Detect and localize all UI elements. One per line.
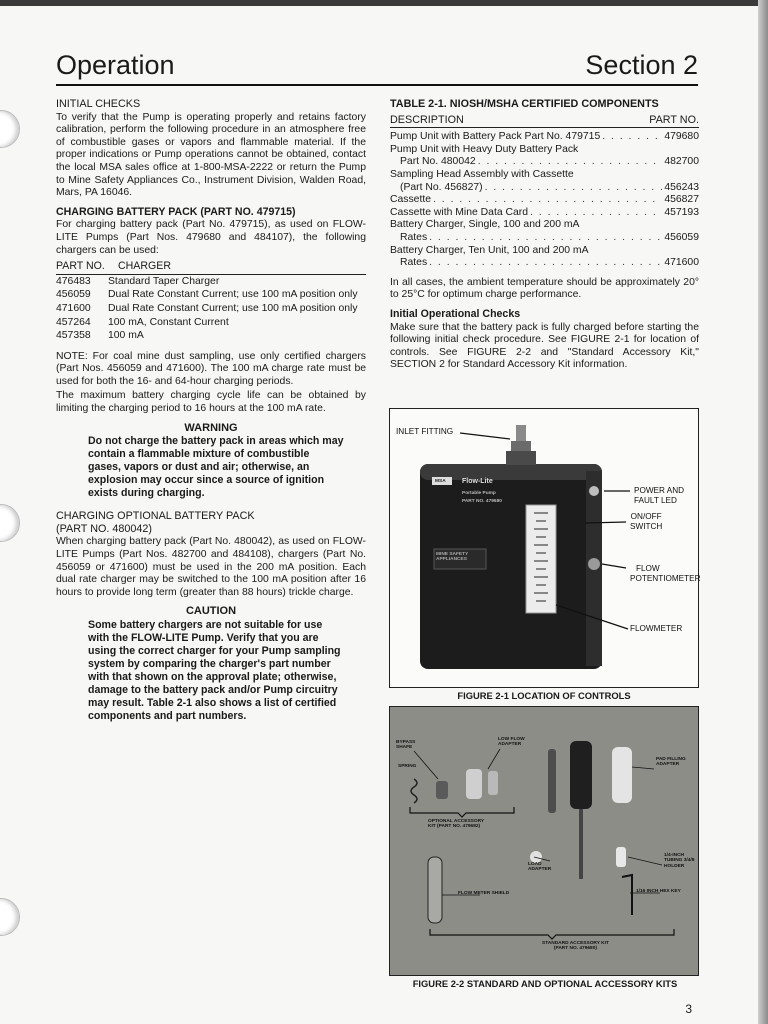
inlet-fitting (516, 425, 526, 443)
device-subtitle: Portable Pump (462, 491, 496, 496)
warning-body: Do not charge the battery pack in areas which may contain a flammable mixture of combustible gases, vapors or dust and air; otherwise, an explosion may occur since a source of ignition exists during charging. (88, 435, 344, 500)
component-part: 482700 (664, 156, 699, 168)
component-description-cont: Rates (400, 231, 428, 243)
pad-filling-adapter (612, 747, 632, 803)
label-onoff-line1: ON/OFF (630, 512, 662, 521)
caution-body: Some battery chargers are not suitable for use with the FLOW-LITE Pump. Verify that you are using the correct charger for your Pump sampling system by comparing the charger's part number with that shown on the approval plate; otherwise, damage to the battery pack and/or Pump circuitry may result. Table 2-1 also shows a list of certified components and part numbers. (88, 619, 341, 722)
label-bypass: BYPASS SHAFE (396, 740, 416, 751)
binder-hole (0, 110, 20, 148)
charging-body: For charging battery pack (Part No. 479715), as used on FLOW-LITE Pumps (Part Nos. 479680 and 484107), the following chargers can be used: (56, 219, 366, 256)
components-table-header (390, 114, 699, 129)
charger-table (56, 276, 366, 343)
table-row (390, 245, 699, 270)
device-brand: MSA (435, 479, 446, 484)
operational-heading: Initial Operational Checks (390, 307, 521, 320)
operational-body: Make sure that the battery pack is fully charged before starting the following initial check procedure. See FIGURE 2-1 for location of controls. See FIGURE 2-2 and "Standard Accessory Kit," SECTION 2 for Standard Accessory Kit information. (390, 321, 699, 371)
table-title: TABLE 2-1. NIOSH/MSHA CERTIFIED COMPONENTS (390, 98, 659, 110)
flow-meter-shield (428, 857, 442, 923)
figure1-caption: FIGURE 2-1 LOCATION OF CONTROLS (457, 690, 631, 701)
label-optional-kit-line1: OPTIONAL ACCESSORY (428, 819, 485, 824)
component-description-cont: Part No. 480042 (400, 156, 476, 168)
charger-part: 456059 (56, 289, 91, 301)
optional-body: When charging battery pack (Part No. 480042), as used on FLOW-LITE Pumps (Part Nos. 482700 and 484108), chargers (Part No. 456059 or 471600) must be used in the 200 mA position. Each dual rate charger may be switched to the 100 mA position after 16 hours to provide long term (greater than 88 hours) trickle charge. (56, 536, 366, 598)
warning-title: WARNING (184, 421, 238, 434)
table-col-part: PART NO. (649, 113, 699, 126)
label-spring: SPRING (398, 764, 417, 769)
table-row (390, 194, 699, 207)
page-right-edge (758, 0, 768, 1024)
charger-row (56, 303, 366, 316)
label-pad-filling: PAD FILLING ADAPTER (656, 757, 686, 768)
section-title: Section 2 (585, 50, 698, 80)
low-flow-adapter (466, 769, 482, 799)
initial-checks-body: To verify that the Pump is operating properly and retains factory calibration, perform the following procedure in an atmosphere free of combustible gases or vapors and flammable material. If the proper indications or Pump operations cannot be obtained, contact the local MSA sales office at 1-800-MSA-2222 or return the Pump to Mine Safety Appliances Co., Instrument Division, Walden Road, Mars, PA 16046. (56, 111, 366, 199)
charger-row (56, 289, 366, 302)
charging-life: The maximum battery charging cycle life can be obtained by limiting the charging period to 16 hours at the 100 mA rate. (56, 390, 366, 415)
label-power-led-line2: FAULT LED (634, 495, 677, 505)
label-optional-kit (428, 819, 484, 830)
charger-part: 471600 (56, 302, 91, 314)
component-part: 457193 (664, 206, 699, 218)
label-inlet-fitting: INLET FITTING (396, 427, 454, 436)
power-led (589, 486, 599, 496)
charger-col-name: CHARGER (118, 260, 171, 273)
tubing-holder (616, 847, 626, 867)
charger-row (56, 276, 366, 289)
sampling-tube (548, 749, 556, 813)
label-standard-kit-line1: STANDARD ACCESSORY KIT (542, 941, 609, 946)
label-hex-key: 1/16 INCH HEX KEY (636, 889, 681, 894)
component-description: Cassette with Mine Data Card (390, 206, 529, 218)
screwdriver-shaft (579, 809, 583, 879)
component-description: Cassette (390, 194, 432, 206)
component-description: Pump Unit with Battery Pack Part No. 479715 (390, 131, 601, 143)
charger-name: 100 mA (108, 330, 144, 342)
component-description: Sampling Head Assembly with Cassette (390, 168, 574, 180)
initial-checks-heading: INITIAL CHECKS (56, 98, 141, 110)
table-row (390, 144, 699, 169)
label-flow-potentiometer (630, 564, 701, 583)
device-model: Flow-Lite (462, 478, 493, 485)
charger-row (56, 317, 366, 330)
page-number: 3 (685, 1002, 692, 1016)
label-standard-kit (542, 941, 609, 952)
label-onoff-switch (630, 512, 662, 531)
header-rule (56, 84, 698, 86)
left-column (56, 98, 366, 723)
bypass-valve (436, 781, 448, 799)
figure2-caption: FIGURE 2-2 STANDARD AND OPTIONAL ACCESSORY KITS (412, 978, 678, 989)
charger-table-header (56, 260, 366, 275)
table-col-description: DESCRIPTION (390, 113, 464, 126)
component-description: Pump Unit with Heavy Duty Battery Pack (390, 143, 579, 155)
flow-potentiometer-knob (588, 558, 600, 570)
binder-hole (0, 898, 20, 936)
screwdriver-handle (570, 741, 592, 809)
label-optional-kit-line2: KIT (PART NO. 479682) (428, 824, 481, 830)
component-description-cont: Rates (400, 257, 428, 269)
component-part: 479680 (664, 131, 699, 143)
label-load-adapter: LOAD ADAPTER (528, 862, 552, 873)
charger-col-part: PART NO. (56, 260, 105, 273)
component-description-cont: (Part No. 456827) (400, 181, 483, 193)
device-part: PART NO. 479680 (462, 499, 502, 504)
charger-name: 100 mA, Constant Current (108, 316, 229, 328)
component-part: 456243 (664, 181, 699, 193)
optional-heading: CHARGING OPTIONAL BATTERY PACK (56, 510, 255, 523)
right-column (390, 98, 699, 374)
table-row (390, 219, 699, 244)
pump-illustration (390, 409, 698, 687)
component-part: 471600 (664, 257, 699, 269)
charger-part: 457264 (56, 316, 91, 328)
scan-top-edge (0, 0, 768, 6)
accessory-kits-photo (390, 707, 698, 975)
charger-name: Standard Taper Charger (108, 275, 220, 287)
caution-title: CAUTION (185, 605, 237, 618)
component-part: 456827 (664, 194, 699, 206)
charger-part: 457358 (56, 330, 91, 342)
temperature-note: In all cases, the ambient temperature should be approximately 20° to 25°C for optimum charge performance. (390, 276, 699, 301)
label-power-led-line1: POWER AND (634, 486, 685, 495)
figure-location-of-controls (389, 408, 699, 688)
label-tubing: 1/4-INCH TUBING 3/4/8 HOLDER (664, 853, 695, 869)
charger-row (56, 330, 366, 343)
charging-heading: CHARGING BATTERY PACK (PART NO. 479715) (56, 205, 296, 218)
table-row (390, 169, 699, 194)
table-row (390, 131, 699, 144)
label-flow-shield: FLOW METER SHIELD (458, 891, 510, 896)
device-plate-text: MINE SAFETY APPLIANCES (436, 552, 469, 563)
charger-name: Dual Rate Constant Current; use 100 mA position only (108, 289, 358, 301)
component-description: Battery Charger, Single, 100 and 200 mA (390, 219, 580, 231)
figure-accessory-kits (389, 706, 699, 976)
label-onoff-line2: SWITCH (630, 521, 663, 531)
label-low-flow: LOW FLOW ADAPTER (498, 737, 525, 748)
charger-name: Dual Rate Constant Current; use 100 mA position only (108, 302, 358, 314)
charging-note: NOTE: For coal mine dust sampling, use only certified chargers (Part Nos. 456059 and 471600). The 100 mA charge rate must be used for both the 16- and 64-hour charging periods. (56, 350, 366, 387)
component-part: 456059 (664, 231, 699, 243)
component-description: Battery Charger, Ten Unit, 100 and 200 mA (390, 244, 589, 256)
label-flowmeter: FLOWMETER (630, 624, 683, 633)
label-flow-line1: FLOW (636, 564, 660, 573)
page-title: Operation (56, 50, 175, 80)
label-flow-line2: POTENTIOMETER (630, 573, 701, 583)
charger-part: 476483 (56, 275, 91, 287)
table-row (390, 207, 699, 220)
binder-hole (0, 504, 20, 542)
label-power-led (634, 486, 684, 505)
label-standard-kit-line2: (PART NO. 479680) (553, 946, 597, 952)
optional-part: (PART NO. 480042) (56, 522, 153, 535)
